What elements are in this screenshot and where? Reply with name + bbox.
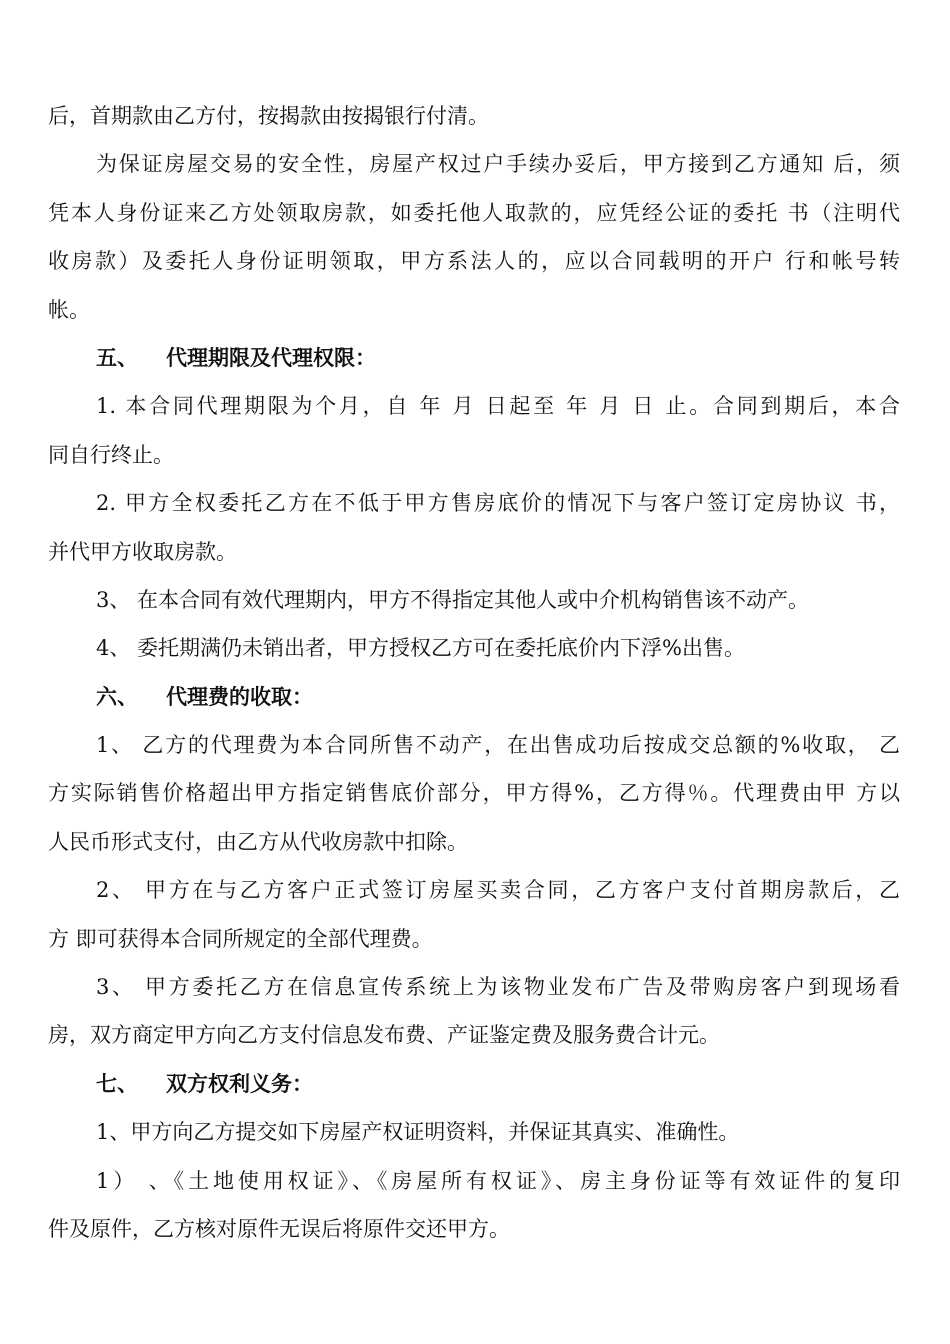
paragraph-line: 方实际销售价格超出甲方指定销售底价部分，甲方得%，乙方得％。代理费由甲 方以 (48, 781, 900, 806)
section-title: 双方权利义务： (166, 1070, 313, 1096)
paragraph-line: 为保证房屋交易的安全性，房屋产权过户手续办妥后，甲方接到乙方通知 后，须 (96, 152, 900, 177)
paragraph-line: 2、 甲方在与乙方客户正式签订房屋买卖合同，乙方客户支付首期房款后，乙 (96, 878, 900, 903)
section-title: 代理期限及代理权限： (166, 344, 376, 370)
paragraph-line: 房，双方商定甲方向乙方支付信息发布费、产证鉴定费及服务费合计元。 (48, 1023, 720, 1048)
paragraph-line: 1、 乙方的代理费为本合同所售不动产，在出售成功后按成交总额的%收取， 乙 (96, 733, 900, 758)
paragraph-line: 凭本人身份证来乙方处领取房款，如委托他人取款的，应凭经公证的委托 书（注明代 (48, 200, 900, 225)
section-heading (48, 1060, 900, 1108)
section-heading (48, 334, 900, 382)
paragraph-line: 1. 本合同代理期限为个月，自 年 月 日起至 年 月 日 止。合同到期后，本合 (96, 394, 900, 419)
paragraph-line: 1、甲方向乙方提交如下房屋产权证明资料，并保证其真实、准确性。 (96, 1120, 740, 1145)
section-number: 七、 (96, 1070, 138, 1096)
paragraph-line: 4、 委托期满仍未销出者，甲方授权乙方可在委托底价内下浮%出售。 (96, 636, 745, 661)
document-page (48, 92, 900, 1253)
paragraph-line: 同自行终止。 (48, 442, 174, 467)
section-heading (48, 673, 900, 721)
paragraph-line: 并代甲方收取房款。 (48, 539, 237, 564)
paragraph-line: 3、 在本合同有效代理期内，甲方不得指定其他人或中介机构销售该不动产。 (96, 587, 810, 612)
section-number: 六、 (96, 683, 138, 709)
paragraph-line: 帐。 (48, 297, 90, 322)
paragraph-line: 1） 、《土地使用权证》、《房屋所有权证》、房主身份证等有效证件的复印 (96, 1168, 900, 1193)
paragraph-line: 2. 甲方全权委托乙方在不低于甲方售房底价的情况下与客户签订定房协议 书， (96, 491, 900, 516)
section-title: 代理费的收取： (166, 683, 313, 709)
paragraph-line: 收房款）及委托人身份证明领取，甲方系法人的，应以合同载明的开户 行和帐号转 (48, 249, 900, 274)
paragraph-line: 人民币形式支付，由乙方从代收房款中扣除。 (48, 829, 468, 854)
paragraph-line: 3、 甲方委托乙方在信息宣传系统上为该物业发布广告及带购房客户到现场看 (96, 975, 900, 1000)
paragraph-line: 后，首期款由乙方付，按揭款由按揭银行付清。 (48, 104, 489, 128)
paragraph-line: 方 即可获得本合同所规定的全部代理费。 (48, 926, 433, 951)
section-number: 五、 (96, 344, 138, 370)
paragraph-line: 件及原件，乙方核对原件无误后将原件交还甲方。 (48, 1216, 510, 1241)
